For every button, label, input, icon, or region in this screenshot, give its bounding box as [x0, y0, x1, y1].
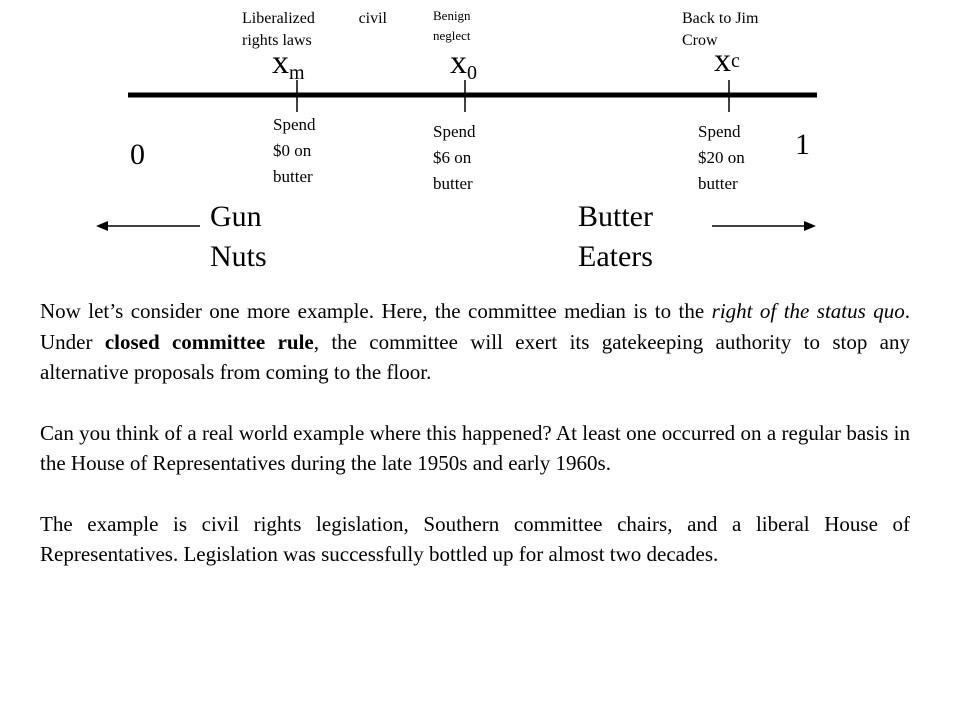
point-xc: $x^c$ [714, 42, 740, 79]
paragraph-1: Now let’s consider one more example. Here, the committee median is to the right of the status quo. Under closed committee rule, the committee will exert its gatekeeping authority to stop any alternative proposals from coming to the floor. [40, 299, 910, 384]
label-liberalized: Liberalized civil rights laws [242, 10, 387, 49]
label-jim-crow: Back to Jim Crow [682, 10, 759, 49]
spend-x0: Spend $6 on butter [433, 122, 476, 193]
label-benign-neglect: Benign neglect [433, 8, 471, 43]
spend-xc: Spend $20 on butter [698, 122, 745, 193]
paragraph-2: Can you think of a real world example where this happened? At least one occurred on a regular basis in the House of Representatives during the late 1950s and early 1960s. [40, 420, 910, 475]
paragraph-3: The example is civil rights legislation, Southern committee chairs, and a liberal House of Representatives. Legislation was successfully bottled up for almost two decades. [40, 511, 910, 566]
group-gun-nuts: Gun Nuts [210, 200, 267, 273]
body-text [40, 296, 910, 600]
endpoint-zero: 0 [130, 138, 145, 171]
point-x0: $x_0$ [450, 44, 477, 84]
group-butter-eaters: Butter Eaters [578, 200, 653, 273]
point-xm: $x_m$ [272, 44, 305, 84]
spend-xm: Spend $0 on butter [273, 115, 316, 186]
left-arrow [96, 221, 200, 231]
endpoint-one: 1 [795, 128, 810, 161]
right-arrow [712, 221, 816, 231]
